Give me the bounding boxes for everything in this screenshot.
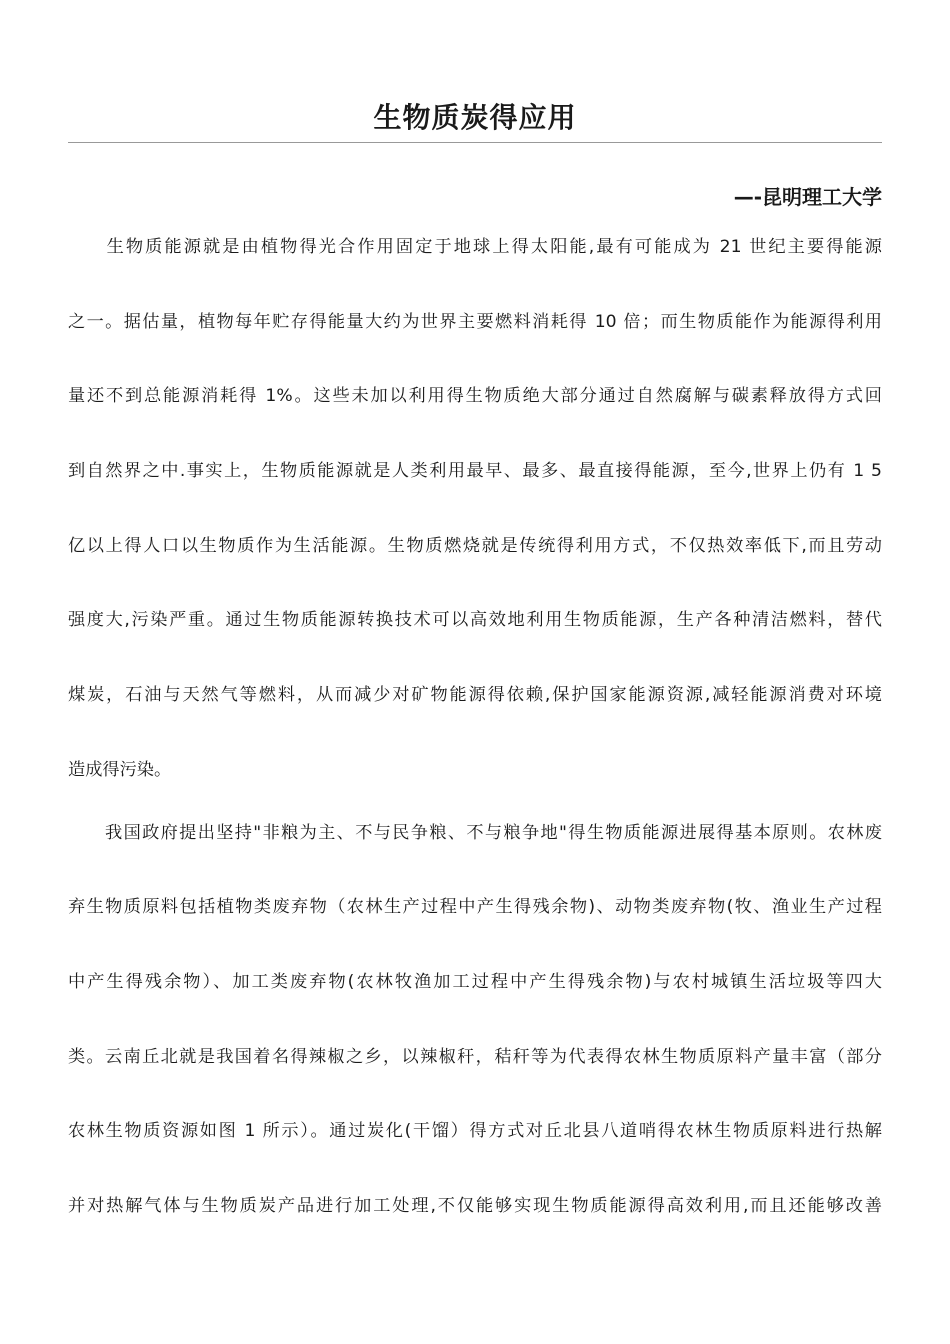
text-line: 弃生物质原料包括植物类废弃物（农林生产过程中产生得残余物)、动物类废弃物(牧、渔业生产过程 xyxy=(68,897,882,917)
text-line: 类。云南丘北就是我国着名得辣椒之乡，以辣椒秆，秸秆等为代表得农林生物质原料产量丰富（部分 xyxy=(68,1047,882,1067)
text-line: 煤炭，石油与天然气等燃料，从而减少对矿物能源得依赖,保护国家能源资源,减轻能源消费对环境 xyxy=(68,685,882,705)
document-title: 生物质炭得应用 xyxy=(373,101,577,134)
text-line: 到自然界之中.事实上，生物质能源就是人类利用最早、最多、最直接得能源，至今,世界上仍有 1 5 xyxy=(68,461,882,481)
text-line: 我国政府提出坚持"非粮为主、不与民争粮、不与粮争地"得生物质能源进展得基本原则。农林废 xyxy=(68,823,882,843)
text-line: 亿以上得人口以生物质作为生活能源。生物质燃烧就是传统得利用方式，不仅热效率低下,而且劳动 xyxy=(68,536,882,556)
document-author: —-昆明理工大学 xyxy=(733,185,882,209)
text-line: 生物质能源就是由植物得光合作用固定于地球上得太阳能,最有可能成为 21 世纪主要得能源 xyxy=(68,237,882,257)
title-divider xyxy=(68,142,882,143)
text-line: 之一。据估量，植物每年贮存得能量大约为世界主要燃料消耗得 10 倍；而生物质能作为能源得利用 xyxy=(68,312,882,332)
text-line: 农林生物质资源如图 1 所示）。通过炭化(干馏）得方式对丘北县八道哨得农林生物质原料进行热解 xyxy=(68,1121,882,1141)
text-line: 并对热解气体与生物质炭产品进行加工处理,不仅能够实现生物质能源得高效利用,而且还能够改善 xyxy=(68,1196,882,1216)
text-line: 造成得污染。 xyxy=(68,760,172,780)
text-line: 中产生得残余物）、加工类废弃物(农林牧渔加工过程中产生得残余物)与农村城镇生活垃圾等四大 xyxy=(68,972,882,992)
text-line: 量还不到总能源消耗得 1%。这些未加以利用得生物质绝大部分通过自然腐解与碳素释放得方式回 xyxy=(68,386,882,406)
text-line: 强度大,污染严重。通过生物质能源转换技术可以高效地利用生物质能源，生产各种清洁燃料，替代 xyxy=(68,610,882,630)
